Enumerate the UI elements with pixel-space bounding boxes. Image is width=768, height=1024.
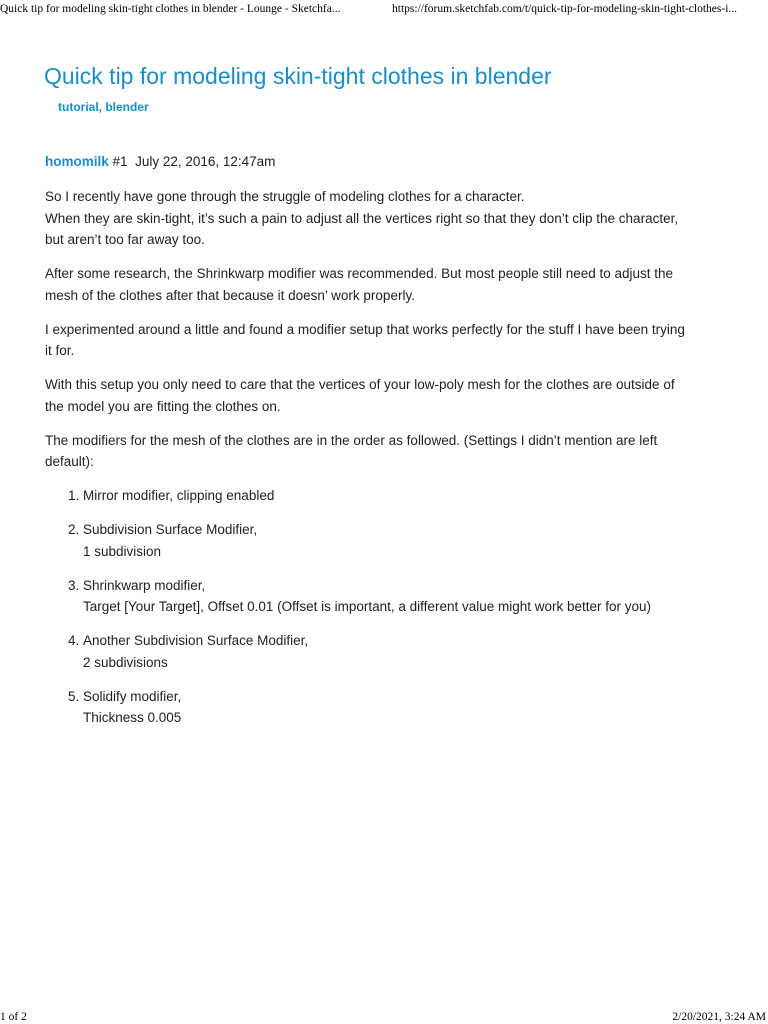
modifier-detail: Target [Your Target], Offset 0.01 (Offset is important, a different value might work better for you): [83, 599, 652, 614]
print-footer: [0, 1008, 768, 1024]
modifier-name: 1. Mirror modifier, clipping enabled: [83, 488, 275, 503]
topic-title[interactable]: Quick tip for modeling skin-tight clothes in blender: [44, 63, 552, 89]
print-datetime: 2/20/2021, 3:24 AM: [672, 1011, 766, 1023]
modifier-item: [83, 575, 695, 618]
post-paragraph: [45, 263, 695, 306]
modifier-name: 3. Shrinkwarp modifier,: [83, 577, 206, 593]
paragraph-line: With this setup you only need to care that the vertices of your low-poly mesh for the clothes are outside of the model you are fitting the clothes on.: [45, 377, 675, 414]
modifier-list: [45, 485, 695, 729]
paragraph-line: The modifiers for the mesh of the clothes are in the order as followed. (Settings I didn’t mention are left default):: [45, 432, 658, 469]
modifier-detail: 1 subdivision: [83, 543, 162, 559]
modifier-item: [83, 630, 695, 673]
modifier-item: [83, 519, 695, 562]
post-paragraph: [45, 430, 695, 473]
modifier-detail: Thickness 0.005: [83, 710, 182, 725]
modifier-item: [83, 485, 695, 507]
post-paragraph: [45, 186, 695, 251]
post-date: July 22, 2016, 12:47am: [135, 154, 276, 169]
post-paragraph: [45, 374, 695, 417]
paragraph-line: When they are skin-tight, it’s such a pain to adjust all the vertices right so that they don’t clip the character, but aren’t too far away too.: [45, 210, 679, 247]
print-header-title: Quick tip for modeling skin-tight clothes in blender - Lounge - Sketchfa...: [0, 3, 341, 15]
post-author[interactable]: homomilk: [45, 154, 109, 169]
paragraph-line: I experimented around a little and found a modifier setup that works perfectly for the stuff I have been trying it for.: [45, 321, 685, 358]
paragraph-line: So I recently have gone through the struggle of modeling clothes for a character.: [45, 189, 525, 204]
post-meta: [45, 152, 275, 172]
post-number[interactable]: #1: [112, 154, 128, 169]
modifier-item: [83, 686, 695, 729]
modifier-name: 2. Subdivision Surface Modifier,: [83, 522, 258, 537]
post-body: [45, 186, 695, 741]
modifier-name: 5. Solidify modifier,: [83, 688, 182, 704]
post-paragraph: [45, 319, 695, 362]
paragraph-line: After some research, the Shrinkwarp modifier was recommended. But most people still need to adjust the mesh of the clothes after that because it doesn’ work properly.: [45, 266, 674, 303]
print-header: [0, 0, 768, 18]
print-header-url: https://forum.sketchfab.com/t/quick-tip-for-modeling-skin-tight-clothes-i...: [392, 3, 738, 15]
topic-tags[interactable]: tutorial, blender: [58, 100, 149, 114]
modifier-detail: 2 subdivisions: [83, 654, 168, 670]
modifier-name: 4. Another Subdivision Surface Modifier,: [83, 633, 309, 648]
page-number: 1 of 2: [0, 1011, 27, 1023]
